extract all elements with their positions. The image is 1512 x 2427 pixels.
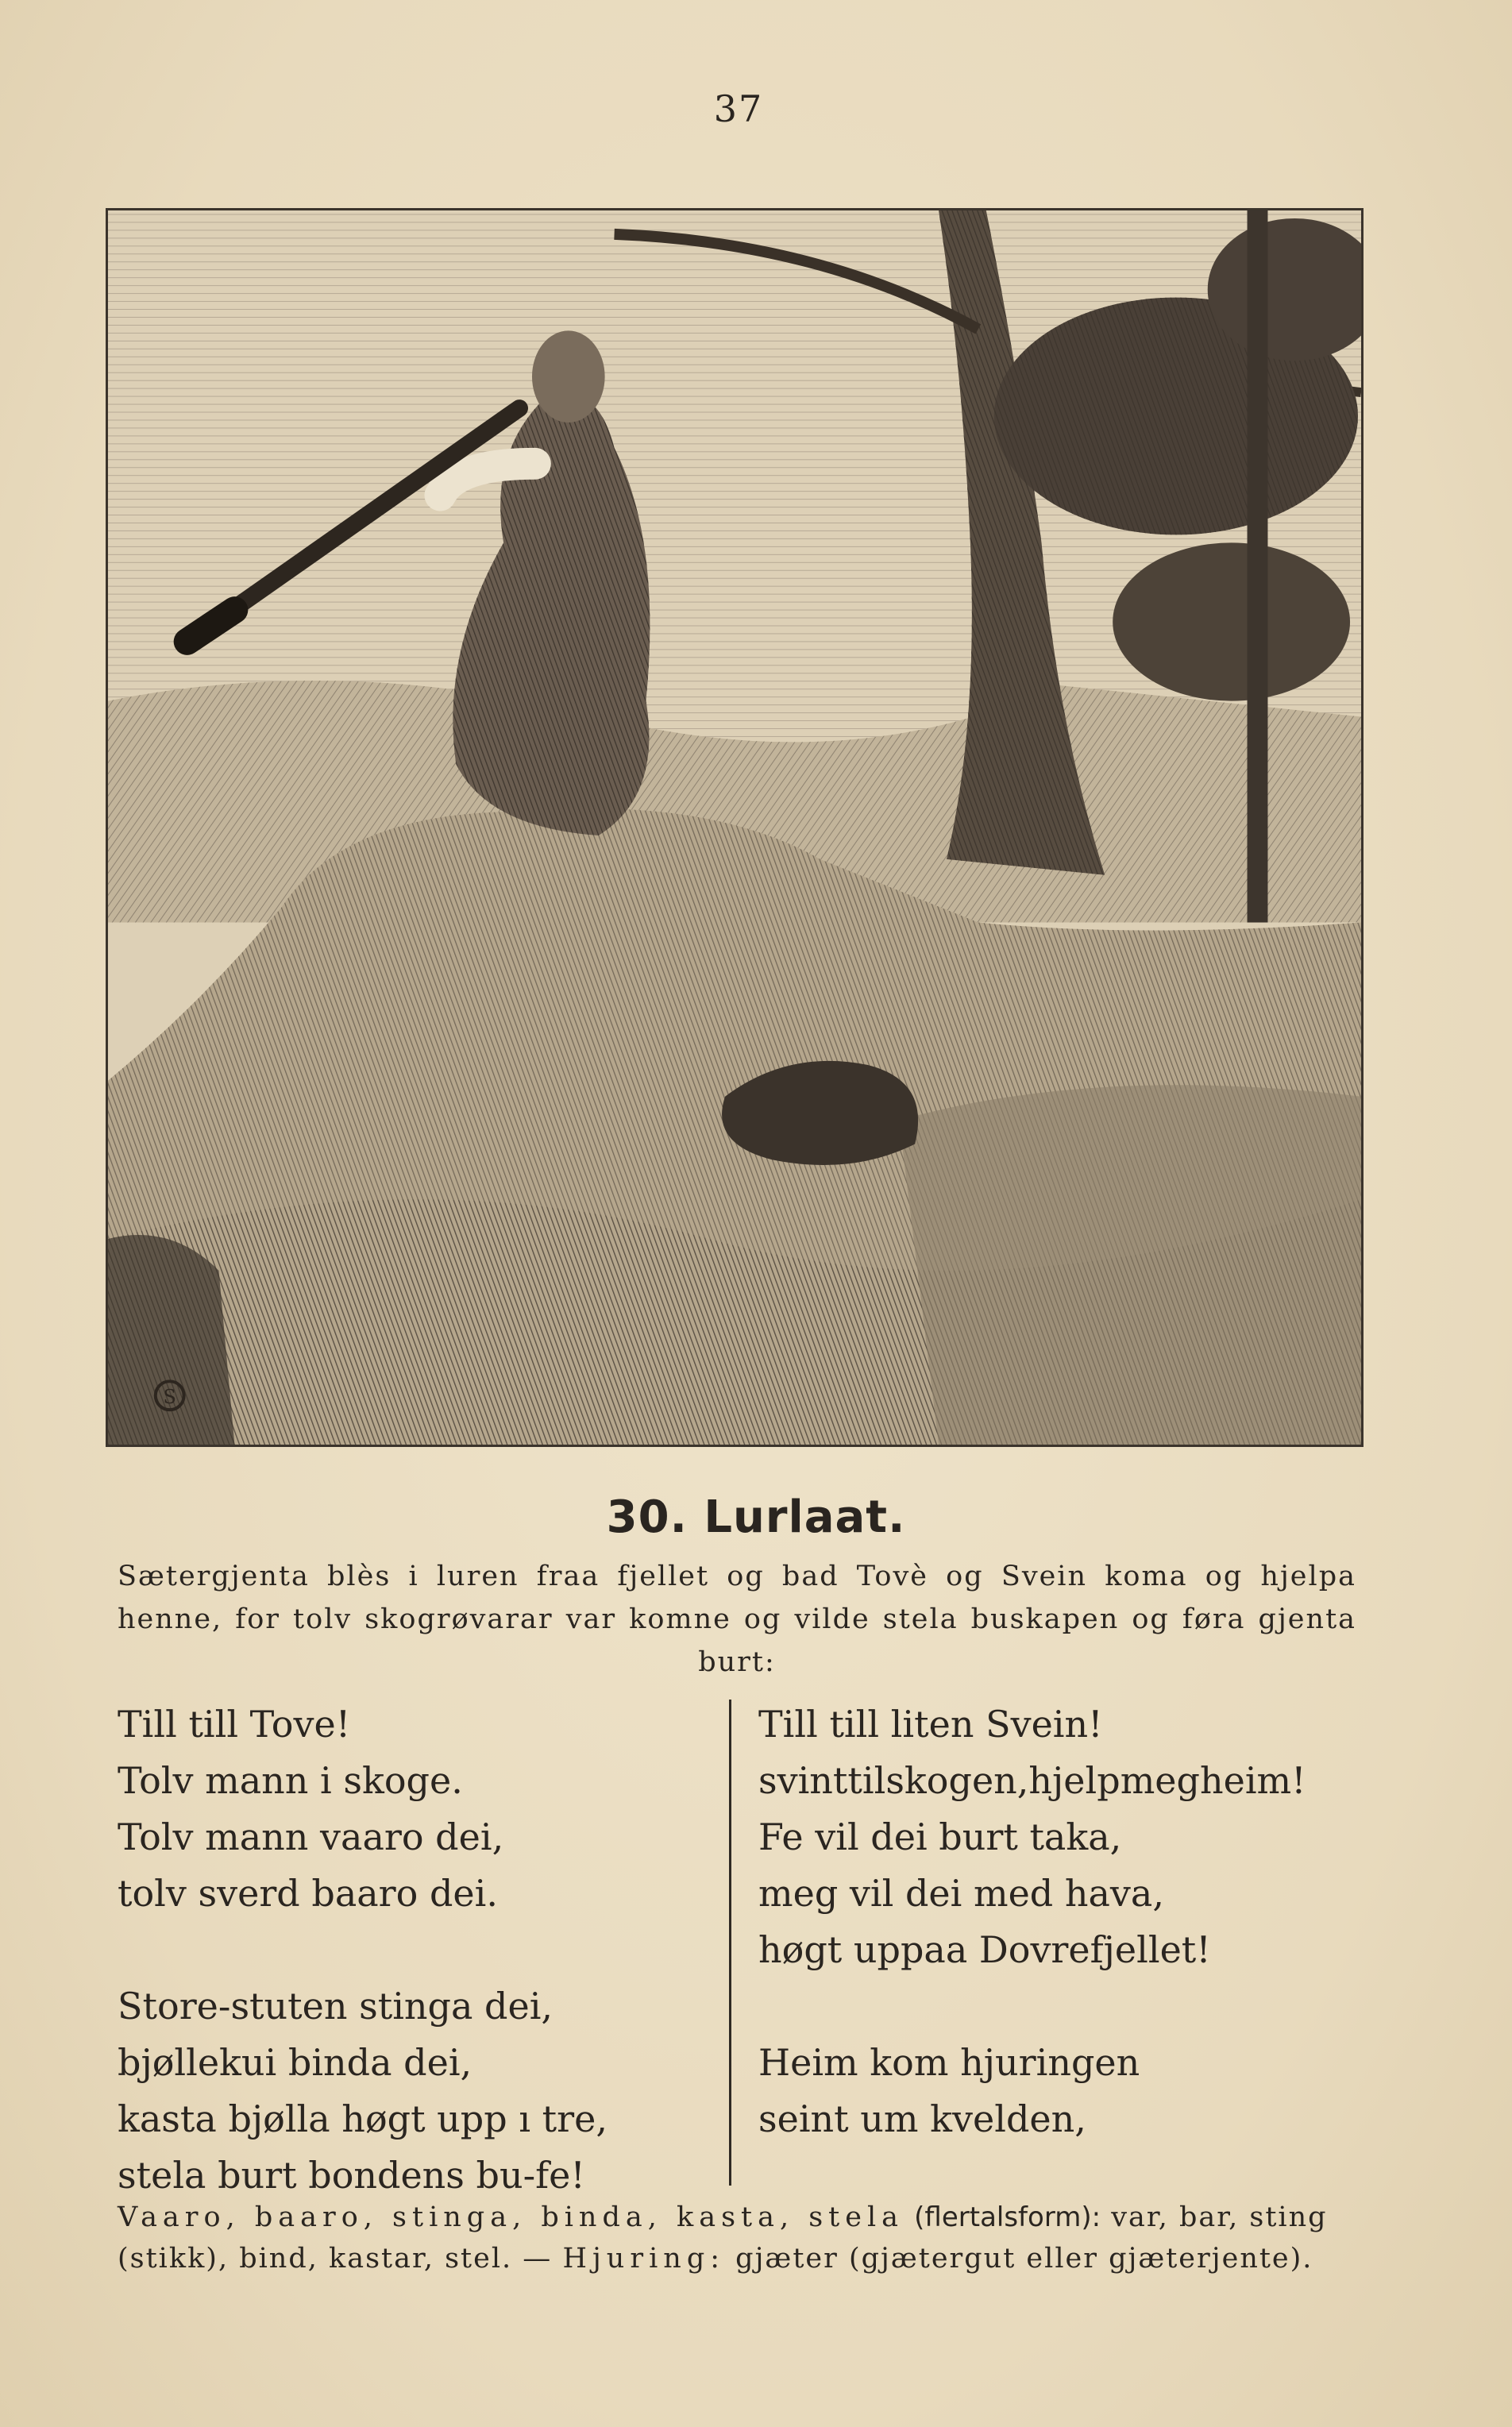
poem-line: Tolv mann i skoge.	[118, 1759, 463, 1802]
poem-line: bjøllekui binda dei,	[118, 2041, 472, 2084]
poem-line: seint um kvelden,	[758, 2097, 1086, 2140]
poem-line: Till till liten Svein!	[758, 1703, 1103, 1746]
poem-line: tolv sverd baaro dei.	[118, 1872, 498, 1915]
poem-introduction: Sætergjenta blès i luren fraa fjellet og bad Tovè og Svein koma og hjelpa henne, for tolv skogrøvarar var komne og vilde stela buskapen og føra gjenta burt:	[118, 1561, 1356, 1678]
page-number: 37	[713, 87, 764, 130]
poem-line: kasta bjølla høgt upp ı tre,	[118, 2097, 608, 2140]
glossary-translation: var, bar, sting (stikk), bind, kastar, stel. —	[118, 2201, 1328, 2275]
glossary-term: Hjuring:	[562, 2243, 726, 2275]
glossary-words: Vaaro, baaro, stinga, binda, kasta, stela	[118, 2201, 904, 2233]
poem-line: Store-stuten stinga dei,	[118, 1985, 554, 2028]
glossary-notes	[118, 2197, 1356, 2279]
glossary-form-label: (flertalsform):	[914, 2201, 1101, 2233]
poem-line: høgt uppaa Dovrefjellet!	[758, 1928, 1211, 1971]
poem-line: meg vil dei med hava,	[758, 1872, 1164, 1915]
poem-line: Fe vil dei burt taka,	[758, 1815, 1122, 1858]
poem-line: Till till Tove!	[118, 1703, 351, 1746]
stanza-break	[118, 1922, 721, 1978]
poem-line: Heim kom hjuringen	[758, 2041, 1140, 2084]
illustrator-monogram-letter: S	[163, 1386, 176, 1409]
poem-title: 30. Lurlaat.	[606, 1491, 906, 1543]
poem-column-left	[118, 1696, 721, 2204]
illustration-girl-blowing-lur	[106, 208, 1364, 1447]
poem-column-right	[758, 1696, 1362, 2147]
poem-line: Tolv mann vaaro dei,	[118, 1815, 504, 1858]
glossary-definition: gjæter (gjætergut eller gjæterjente).	[735, 2243, 1313, 2275]
column-divider	[729, 1700, 731, 2186]
poem-line: svinttilskogen,hjelpmegheim!	[758, 1759, 1306, 1802]
illustration-drawing	[108, 210, 1361, 1445]
poem-line: stela burt bondens bu-fe!	[118, 2154, 585, 2197]
stanza-break	[758, 1978, 1362, 2035]
